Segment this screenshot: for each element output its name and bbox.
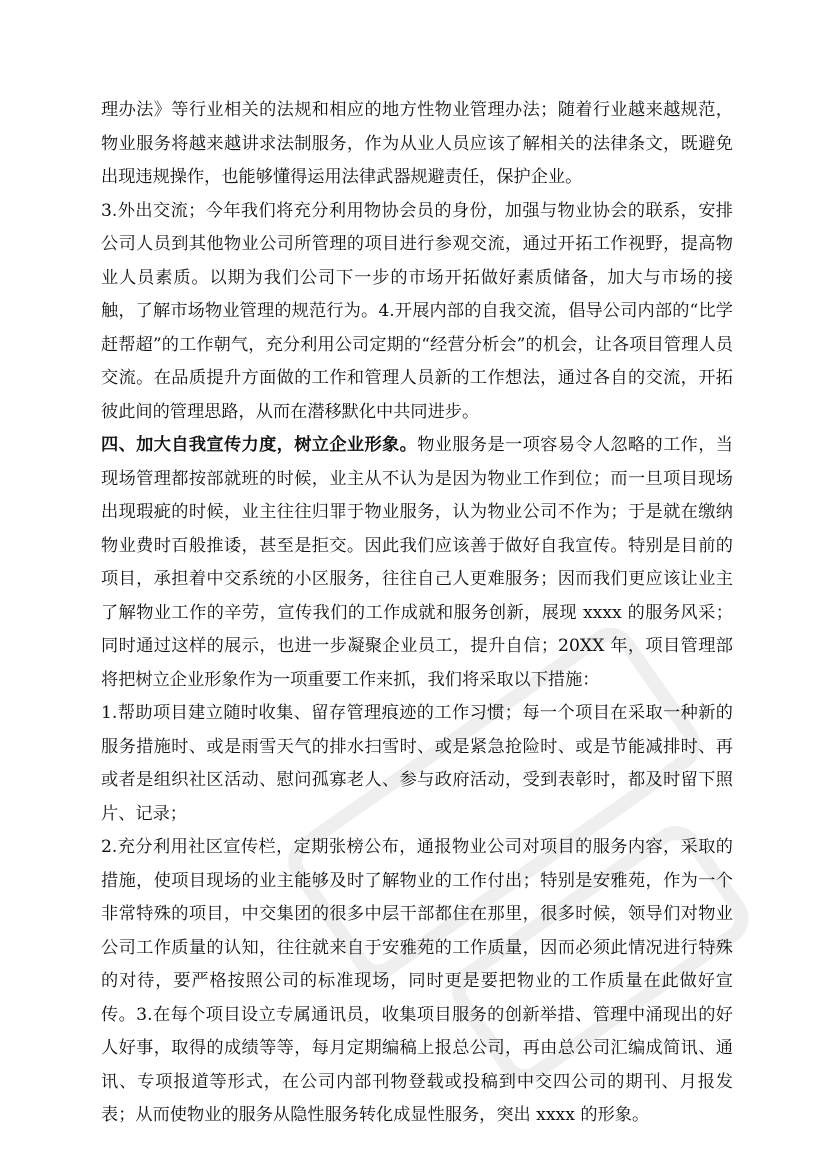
paragraph-measure-2-3: 2.充分利用社区宣传栏，定期张榜公布，通报物业公司对项目的服务内容，采取的措施，使项目现场的业主能够及时了解物业的工作付出；特别是安雅苑，作为一个非常特殊的项目，中交集团的很多中层干部都住在那里，很多时候，领导们对物业公司工作质量的认知，往往就来自于安雅苑的工作质量，因而必须此情况进行特殊的对待，要严格按照公司的标准现场，同时更是要把物业的工作质量在此做好宣传。3.在每个项目设立专属通讯员，收集项目服务的创新举措、管理中涌现出的好人好事，取得的成绩等等，每月定期编稿上报总公司，再由总公司汇编成简讯、通讯、专项报道等形式，在公司内部刊物登载或投稿到中交四公司的期刊、月报发表；从而使物业的服务从隐性服务转化成显性服务，突出 xxxx 的形象。: [101, 837, 733, 1125]
paragraph-external-exchange: 3.外出交流；今年我们将充分利用物协会员的身份，加强与物业协会的联系，安排公司人员到其他物业公司所管理的项目进行参观交流，通过开拓工作视野，提高物业人员素质。以期为我们公司下一步的市场开拓做好素质储备，加大与市场的接触，了解市场物业管理的规范行为。4.开展内部的自我交流，倡导公司内部的“比学赶帮超”的工作朝气，充分利用公司定期的“经营分析会”的机会，让各项目管理人员交流。在品质提升方面做的工作和管理人员新的工作想法，通过各自的交流，开拓彼此间的管理思路，从而在潜移默化中共同进步。: [101, 200, 733, 422]
document-body: [101, 94, 733, 1133]
paragraph-measure-1: 1.帮助项目建立随时收集、留存管理痕迹的工作习惯；每一个项目在采取一种新的服务措施时、或是雨雪天气的排水扫雪时、或是紧急抢险时、或是节能减排时、再或者是组织社区活动、慰问孤寡老人、参与政府活动，受到表彰时，都及时留下照片、记录；: [101, 703, 733, 824]
paragraph-self-promotion: [101, 429, 733, 697]
paragraph-legal-services: 理办法》等行业相关的法规和相应的地方性物业管理办法；随着行业越来越规范，物业服务将越来越讲求法制服务，作为从业人员应该了解相关的法律条文，既避免出现违规操作，也能够懂得运用法律武器规避责任，保护企业。: [101, 100, 733, 187]
section-heading-body: 物业服务是一项容易令人忽略的工作，当现场管理都按部就班的时候，业主从不认为是因为物业工作到位；而一旦项目现场出现瑕疵的时候，业主往往归罪于物业服务，认为物业公司不作为；于是就在缴纳物业费时百般推诿，甚至是拒交。因此我们应该善于做好自我宣传。特别是目前的项目，承担着中交系统的小区服务，往往自己人更难服务；因而我们更应该让业主了解物业工作的辛劳，宣传我们的工作成就和服务创新，展现 xxxx 的服务风采；同时通过这样的展示，也进一步凝聚企业员工，提升自信；20XX 年，项目管理部将把树立企业形象作为一项重要工作来抓，我们将采取以下措施：: [101, 435, 733, 690]
section-heading: 四、加大自我宣传力度，树立企业形象。: [101, 435, 418, 455]
